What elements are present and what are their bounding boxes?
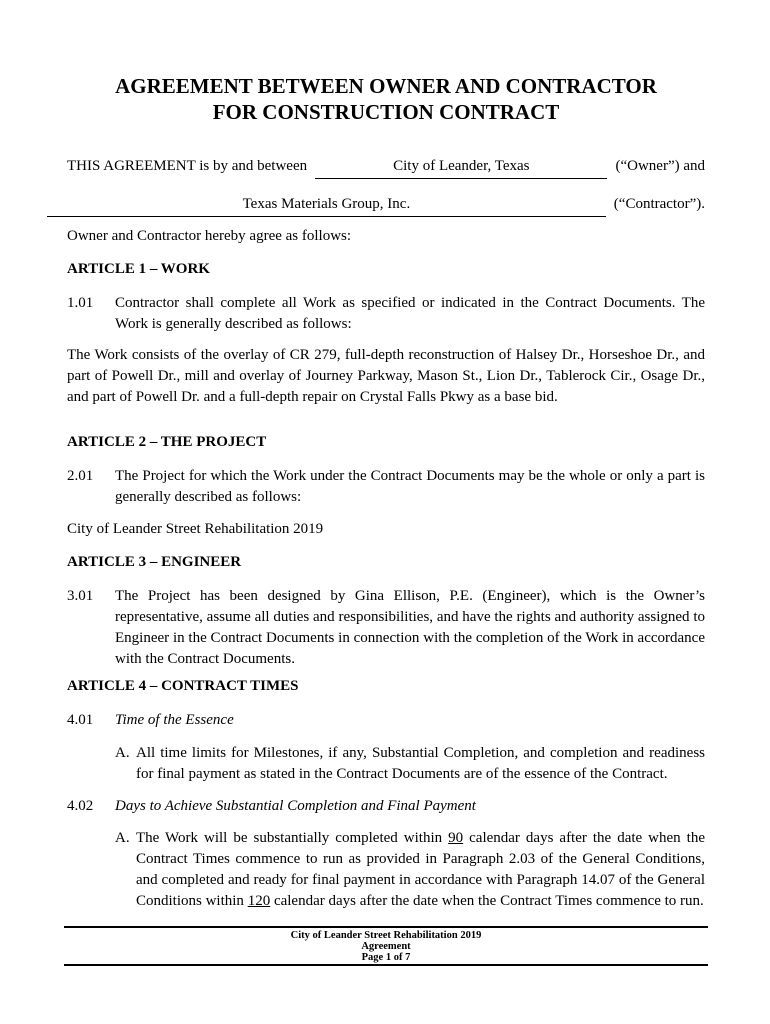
section-3-01 <box>67 586 705 670</box>
article-3-heading: ARTICLE 3 – ENGINEER <box>67 554 242 570</box>
section-4-01 <box>67 710 705 731</box>
article-1-heading: ARTICLE 1 – WORK <box>67 261 210 277</box>
section-4-01-number: 4.01 <box>67 712 94 728</box>
document-title-line1: AGREEMENT BETWEEN OWNER AND CONTRACTOR <box>115 74 657 98</box>
work-description: The Work consists of the overlay of CR 279, full-depth reconstruction of Halsey Dr., Horseshoe Dr., and part of Powell Dr., mill and overlay of Journey Parkway, Mason St., Lion Dr., Tablerock Cir., Osage Dr., and part of Powell Dr. and a full-depth repair on Crystal Falls Pkwy as a base bid. <box>67 347 705 405</box>
project-name: City of Leander Street Rehabilitation 2019 <box>67 521 324 537</box>
document-title-line2: FOR CONSTRUCTION CONTRACT <box>212 100 560 124</box>
item-4-02-A-text-middle: calendar days after the date when the Contract Times commence to run as provided in Paragraph 2.03 of the General Conditions, and completed and ready for final payment in accordance with Paragraph 14.07 of the General Conditions within <box>136 830 705 909</box>
section-4-01-title: Time of the Essence <box>115 712 234 728</box>
item-4-01-A-letter: A. <box>115 745 130 761</box>
section-3-01-text: The Project has been designed by Gina Ellison, P.E. (Engineer), which is the Owner’s representative, assume all duties and responsibilities, and have the rights and authority assigned to Engineer in the Contract Documents in connection with the completion of the Work in accordance with the Contract Documents. <box>115 588 705 667</box>
article-2-heading: ARTICLE 2 – THE PROJECT <box>67 434 267 450</box>
item-4-02-A-text-before: The Work will be substantially completed within <box>136 830 449 846</box>
section-3-01-number: 3.01 <box>67 588 94 604</box>
section-2-01 <box>67 466 705 508</box>
item-4-02-A-text-after: calendar days after the date when the Contract Times commence to run. <box>270 893 704 909</box>
section-2-01-text: The Project for which the Work under the Contract Documents may be the whole or only a part is generally described as follows: <box>115 468 705 505</box>
section-4-02-title: Days to Achieve Substantial Completion and Final Payment <box>115 798 476 814</box>
section-4-02 <box>67 796 705 817</box>
agree-clause: Owner and Contractor hereby agree as follows: <box>67 228 352 244</box>
agreement-parties-line2 <box>67 194 705 217</box>
section-1-01-number: 1.01 <box>67 295 94 311</box>
article-4-heading: ARTICLE 4 – CONTRACT TIMES <box>67 678 299 694</box>
section-4-02-number: 4.02 <box>67 798 94 814</box>
owner-name-field: City of Leander, Texas <box>315 156 607 179</box>
section-1-01-text: Contractor shall complete all Work as specified or indicated in the Contract Documents. The Work is generally described as follows: <box>115 295 705 332</box>
contractor-name-field: Texas Materials Group, Inc. <box>47 194 606 217</box>
document-title <box>67 0 705 125</box>
footer-page-number: Page 1 of 7 <box>361 952 411 963</box>
page-footer <box>64 926 708 966</box>
item-4-02-A <box>115 828 705 912</box>
item-4-01-A-text: All time limits for Milestones, if any, Substantial Completion, and completion and readiness for final payment as stated in the Contract Documents are of the essence of the Contract. <box>136 745 705 782</box>
section-1-01 <box>67 293 705 335</box>
final-payment-days: 120 <box>247 893 271 909</box>
item-4-01-A <box>115 743 705 785</box>
item-4-02-A-letter: A. <box>115 830 130 846</box>
agreement-parties-line1 <box>67 156 705 179</box>
footer-project-name: City of Leander Street Rehabilitation 2019 <box>290 930 482 941</box>
contractor-label: (“Contractor”). <box>613 196 705 212</box>
footer-document-name: Agreement <box>361 941 411 952</box>
section-2-01-number: 2.01 <box>67 468 94 484</box>
substantial-completion-days: 90 <box>448 830 464 846</box>
owner-label: (“Owner”) and <box>615 158 705 174</box>
intro-prefix: THIS AGREEMENT is by and between <box>67 158 308 174</box>
